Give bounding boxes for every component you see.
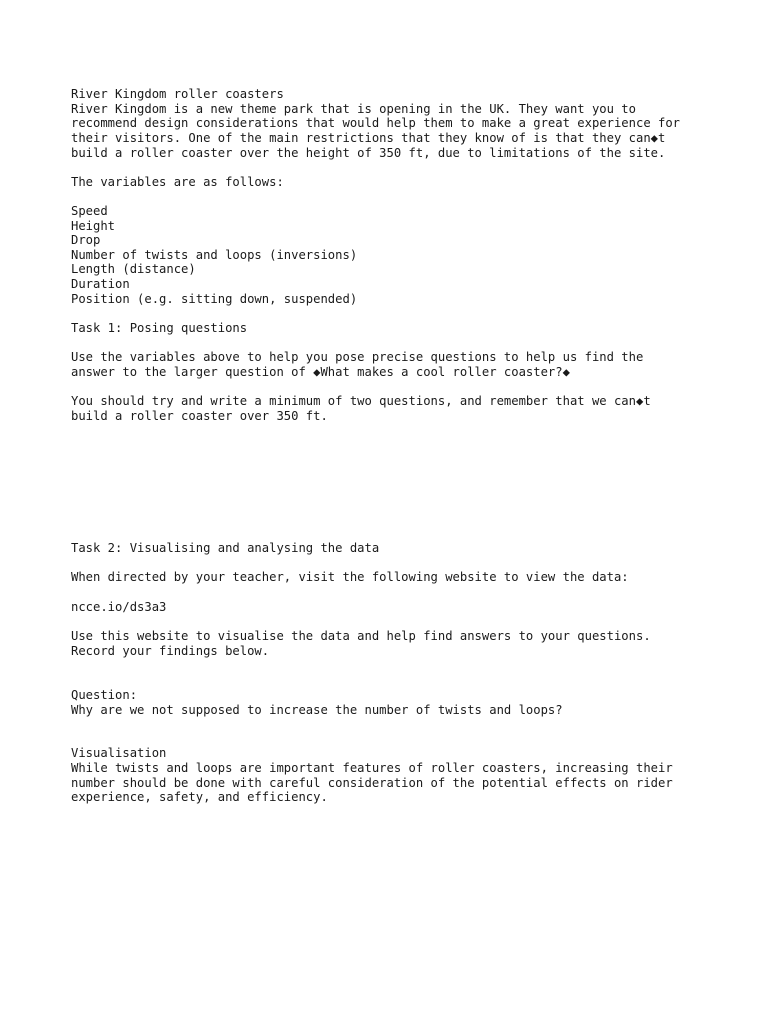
data-website-link[interactable]: ncce.io/ds3a3 [71, 600, 167, 614]
variable-item: Drop [71, 233, 101, 247]
task1-heading: Task 1: Posing questions [71, 321, 248, 335]
question-label: Question: [71, 688, 138, 702]
task1-paragraph-line: answer to the larger question of ◆What makes a cool roller coaster?◆ [71, 365, 570, 379]
visualisation-text-line: number should be done with careful consideration of the potential effects on rider [71, 776, 673, 790]
visualisation-label: Visualisation [71, 746, 167, 760]
intro-line: their visitors. One of the main restrictions that they know of is that they can◆t [71, 131, 666, 145]
visualisation-text-line: While twists and loops are important features of roller coasters, increasing their [71, 761, 673, 775]
document-title: River Kingdom roller coasters [71, 87, 284, 101]
intro-line: recommend design considerations that would help them to make a great experience for [71, 116, 681, 130]
task1-paragraph-line: You should try and write a minimum of two questions, and remember that we can◆t [71, 394, 651, 408]
visualisation-text-line: experience, safety, and efficiency. [71, 790, 328, 804]
intro-line: River Kingdom is a new theme park that is opening in the UK. They want you to [71, 102, 636, 116]
variable-item: Position (e.g. sitting down, suspended) [71, 292, 358, 306]
task1-paragraph-line: build a roller coaster over 350 ft. [71, 409, 328, 423]
task2-usage-line: Use this website to visualise the data and help find answers to your questions. [71, 629, 651, 643]
variables-intro: The variables are as follows: [71, 175, 284, 189]
task1-paragraph-line: Use the variables above to help you pose precise questions to help us find the [71, 350, 644, 364]
variable-item: Height [71, 219, 116, 233]
variable-item: Speed [71, 204, 108, 218]
intro-line: build a roller coaster over the height of 350 ft, due to limitations of the site. [71, 146, 666, 160]
task2-instruction: When directed by your teacher, visit the following website to view the data: [71, 570, 629, 584]
task2-heading: Task 2: Visualising and analysing the data [71, 541, 380, 555]
question-text: Why are we not supposed to increase the number of twists and loops? [71, 703, 563, 717]
task2-usage-line: Record your findings below. [71, 644, 270, 658]
variable-item: Number of twists and loops (inversions) [71, 248, 358, 262]
variable-item: Length (distance) [71, 262, 196, 276]
variable-item: Duration [71, 277, 130, 291]
